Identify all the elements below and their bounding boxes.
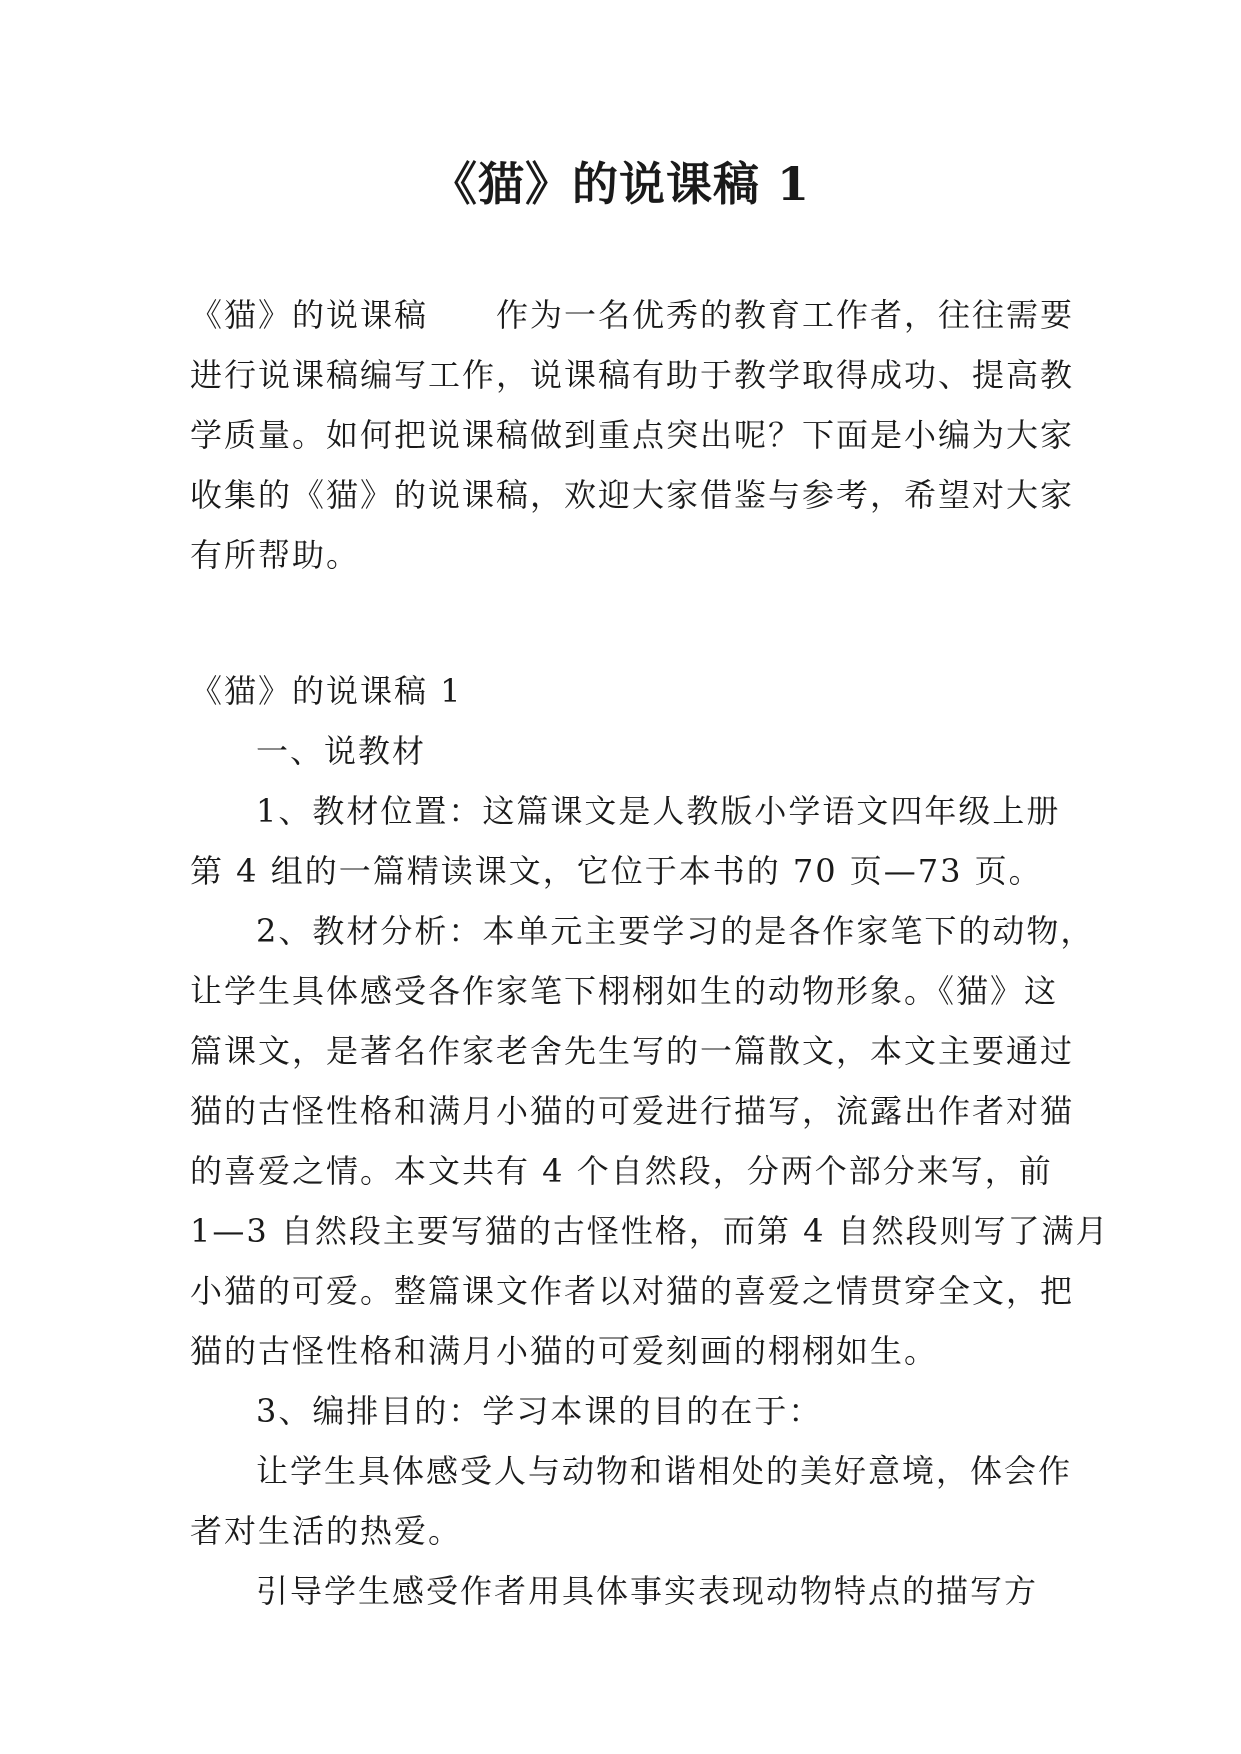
- text-line: 者对生活的热爱。: [190, 1512, 463, 1550]
- text-line: 收集的《猫》的说课稿，欢迎大家借鉴与参考，希望对大家: [190, 476, 1075, 514]
- text-line: 1—3 自然段主要写猫的古怪性格，而第 4 自然段则写了满月: [190, 1212, 1110, 1250]
- text-line: 3、编排目的：学习本课的目的在于：: [256, 1392, 823, 1430]
- text-line: 一、说教材: [256, 732, 427, 770]
- section-content: [190, 721, 1110, 1621]
- text-line: 第 4 组的一篇精读课文，它位于本书的 70 页—73 页。: [190, 852, 1043, 890]
- text-line: 学质量。如何把说课稿做到重点突出呢？下面是小编为大家: [190, 416, 1075, 454]
- text-line: 进行说课稿编写工作，说课稿有助于教学取得成功、提高教: [190, 356, 1075, 394]
- text-line: 2、教材分析：本单元主要学习的是各作家笔下的动物，: [256, 912, 1095, 950]
- paragraph-gap: [190, 585, 1070, 661]
- intro-paragraph: [190, 285, 1075, 585]
- text-line: 猫的古怪性格和满月小猫的可爱刻画的栩栩如生。: [190, 1332, 939, 1370]
- text-line: 篇课文，是著名作家老舍先生写的一篇散文，本文主要通过: [190, 1032, 1075, 1070]
- text-line: 《猫》的说课稿 作为一名优秀的教育工作者，往往需要: [190, 296, 1075, 334]
- text-line: 有所帮助。: [190, 536, 361, 574]
- text-line: 小猫的可爱。整篇课文作者以对猫的喜爱之情贯穿全文，把: [190, 1272, 1075, 1310]
- text-line: 1、教材位置：这篇课文是人教版小学语文四年级上册: [256, 792, 1061, 830]
- text-line: 的喜爱之情。本文共有 4 个自然段，分两个部分来写，前: [190, 1152, 1053, 1190]
- document-title: 《猫》的说课稿 1: [430, 157, 811, 211]
- text-line: 让学生具体感受各作家笔下栩栩如生的动物形象。《猫》这: [190, 972, 1059, 1010]
- section-heading: 《猫》的说课稿 1: [190, 672, 463, 710]
- text-line: 猫的古怪性格和满月小猫的可爱进行描写，流露出作者对猫: [190, 1092, 1075, 1130]
- text-line: 引导学生感受作者用具体事实表现动物特点的描写方: [256, 1572, 1039, 1610]
- text-line: 让学生具体感受人与动物和谐相处的美好意境，体会作: [256, 1452, 1073, 1490]
- document-body: [190, 285, 1110, 1621]
